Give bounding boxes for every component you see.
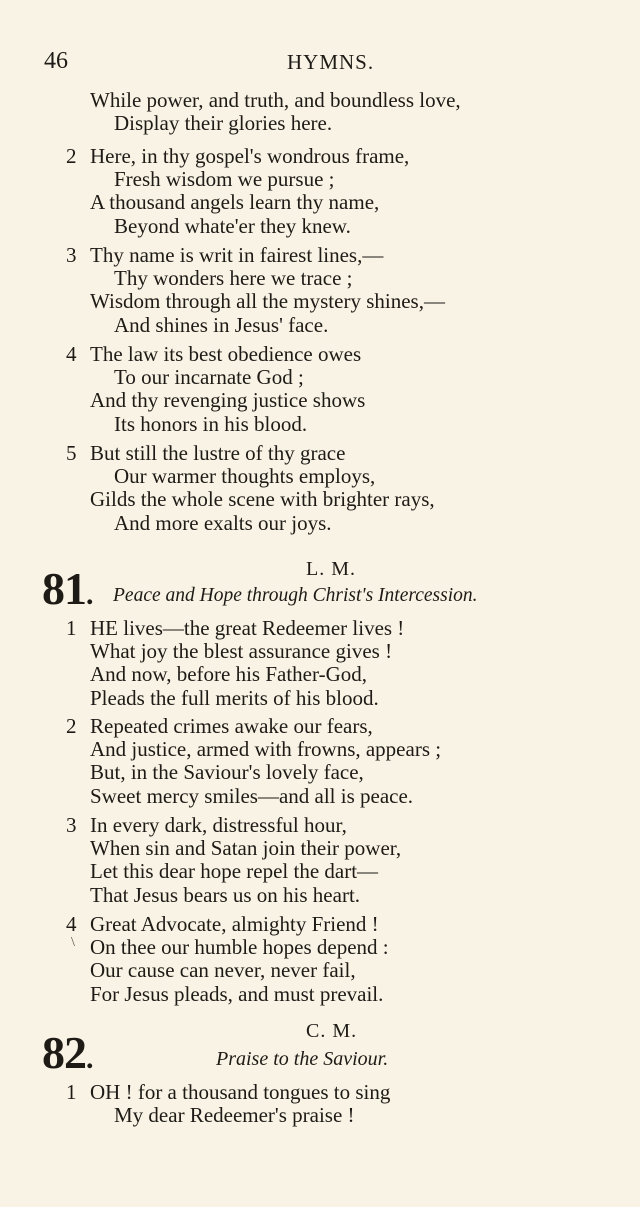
hymn-title: Praise to the Saviour.	[216, 1048, 389, 1070]
stanza	[0, 442, 640, 535]
stray-print-mark: \	[71, 935, 75, 950]
verse-line: And now, before his Father-God,	[90, 662, 367, 687]
hymn-title: Peace and Hope through Christ's Intercession.	[113, 585, 478, 606]
stanza-number: 1	[66, 616, 77, 640]
verse-line: 1 OH ! for a thousand tongues to sing	[66, 1080, 391, 1104]
verse-line: Our cause can never, never fail,	[90, 958, 356, 983]
verse-line: A thousand angels learn thy name,	[90, 190, 380, 215]
stanza-number: 3	[66, 813, 77, 837]
verse-line: 5 But still the lustre of thy grace	[66, 441, 346, 465]
stanza-number: 2	[66, 714, 77, 738]
stanza	[0, 145, 640, 238]
stanza	[0, 913, 640, 1006]
verse-line: Fresh wisdom we pursue ;	[114, 167, 335, 192]
verse-line: That Jesus bears us on his heart.	[90, 882, 361, 907]
hymn-meter: C. M.	[306, 1020, 358, 1042]
stanza-number: 2	[66, 144, 77, 168]
stanza	[0, 343, 640, 436]
hymn-number: 82.	[42, 1027, 93, 1078]
verse-line: Its honors in his blood.	[114, 411, 308, 436]
verse-line: Thy wonders here we trace ;	[114, 266, 353, 291]
running-head: HYMNS.	[287, 50, 375, 74]
verse-line: For Jesus pleads, and must prevail.	[90, 981, 384, 1006]
stanza-continuation	[0, 89, 640, 135]
verse-line: Gilds the whole scene with brighter rays,	[90, 487, 435, 512]
stanza	[0, 814, 640, 907]
verse-line: Our warmer thoughts employs,	[114, 464, 376, 489]
verse-line: 2 Repeated crimes awake our fears,	[66, 714, 373, 738]
page-header	[44, 48, 604, 78]
page-number: 46	[44, 48, 68, 74]
stanza	[0, 1081, 640, 1127]
verse-line: Beyond whate'er they knew.	[114, 213, 351, 238]
stanza-number: 1	[66, 1080, 77, 1104]
verse-line: And justice, armed with frowns, appears ;	[90, 737, 442, 762]
verse-line: Display their glories here.	[114, 111, 333, 136]
verse-line: 1 HE lives—the great Redeemer lives !	[66, 616, 405, 640]
hymn-meter: L. M.	[306, 558, 356, 580]
hymn-number: 81.	[42, 563, 93, 614]
stanza-number: 5	[66, 441, 77, 465]
verse-line: 3 Thy name is writ in fairest lines,—	[66, 243, 384, 267]
verse-line: What joy the blest assurance gives !	[90, 639, 393, 664]
stanza-number: 3	[66, 243, 77, 267]
verse-line: 3 In every dark, distressful hour,	[66, 813, 347, 837]
verse-line: And thy revenging justice shows	[90, 388, 366, 413]
verse-line: While power, and truth, and boundless love,	[90, 88, 461, 112]
verse-line: Pleads the full merits of his blood.	[90, 685, 379, 710]
stanza	[0, 715, 640, 808]
verse-line: And shines in Jesus' face.	[114, 312, 329, 337]
stanza-number: 4	[66, 912, 77, 936]
verse-line: 4 The law its best obedience owes	[66, 342, 362, 366]
verse-line: Wisdom through all the mystery shines,—	[90, 289, 445, 314]
stanza-number: 4	[66, 342, 77, 366]
verse-line: On thee our humble hopes depend :	[90, 935, 389, 960]
verse-line: But, in the Saviour's lovely face,	[90, 760, 364, 785]
stanza	[0, 244, 640, 337]
verse-line: 2 Here, in thy gospel's wondrous frame,	[66, 144, 410, 168]
verse-line: Sweet mercy smiles—and all is peace.	[90, 783, 414, 808]
verse-line: 4 Great Advocate, almighty Friend !	[66, 912, 379, 936]
verse-line: When sin and Satan join their power,	[90, 836, 402, 861]
verse-line: My dear Redeemer's praise !	[114, 1103, 355, 1128]
verse-line: And more exalts our joys.	[114, 510, 332, 535]
stanza	[0, 617, 640, 710]
verse-line: To our incarnate God ;	[114, 365, 304, 390]
verse-line: Let this dear hope repel the dart—	[90, 859, 379, 884]
